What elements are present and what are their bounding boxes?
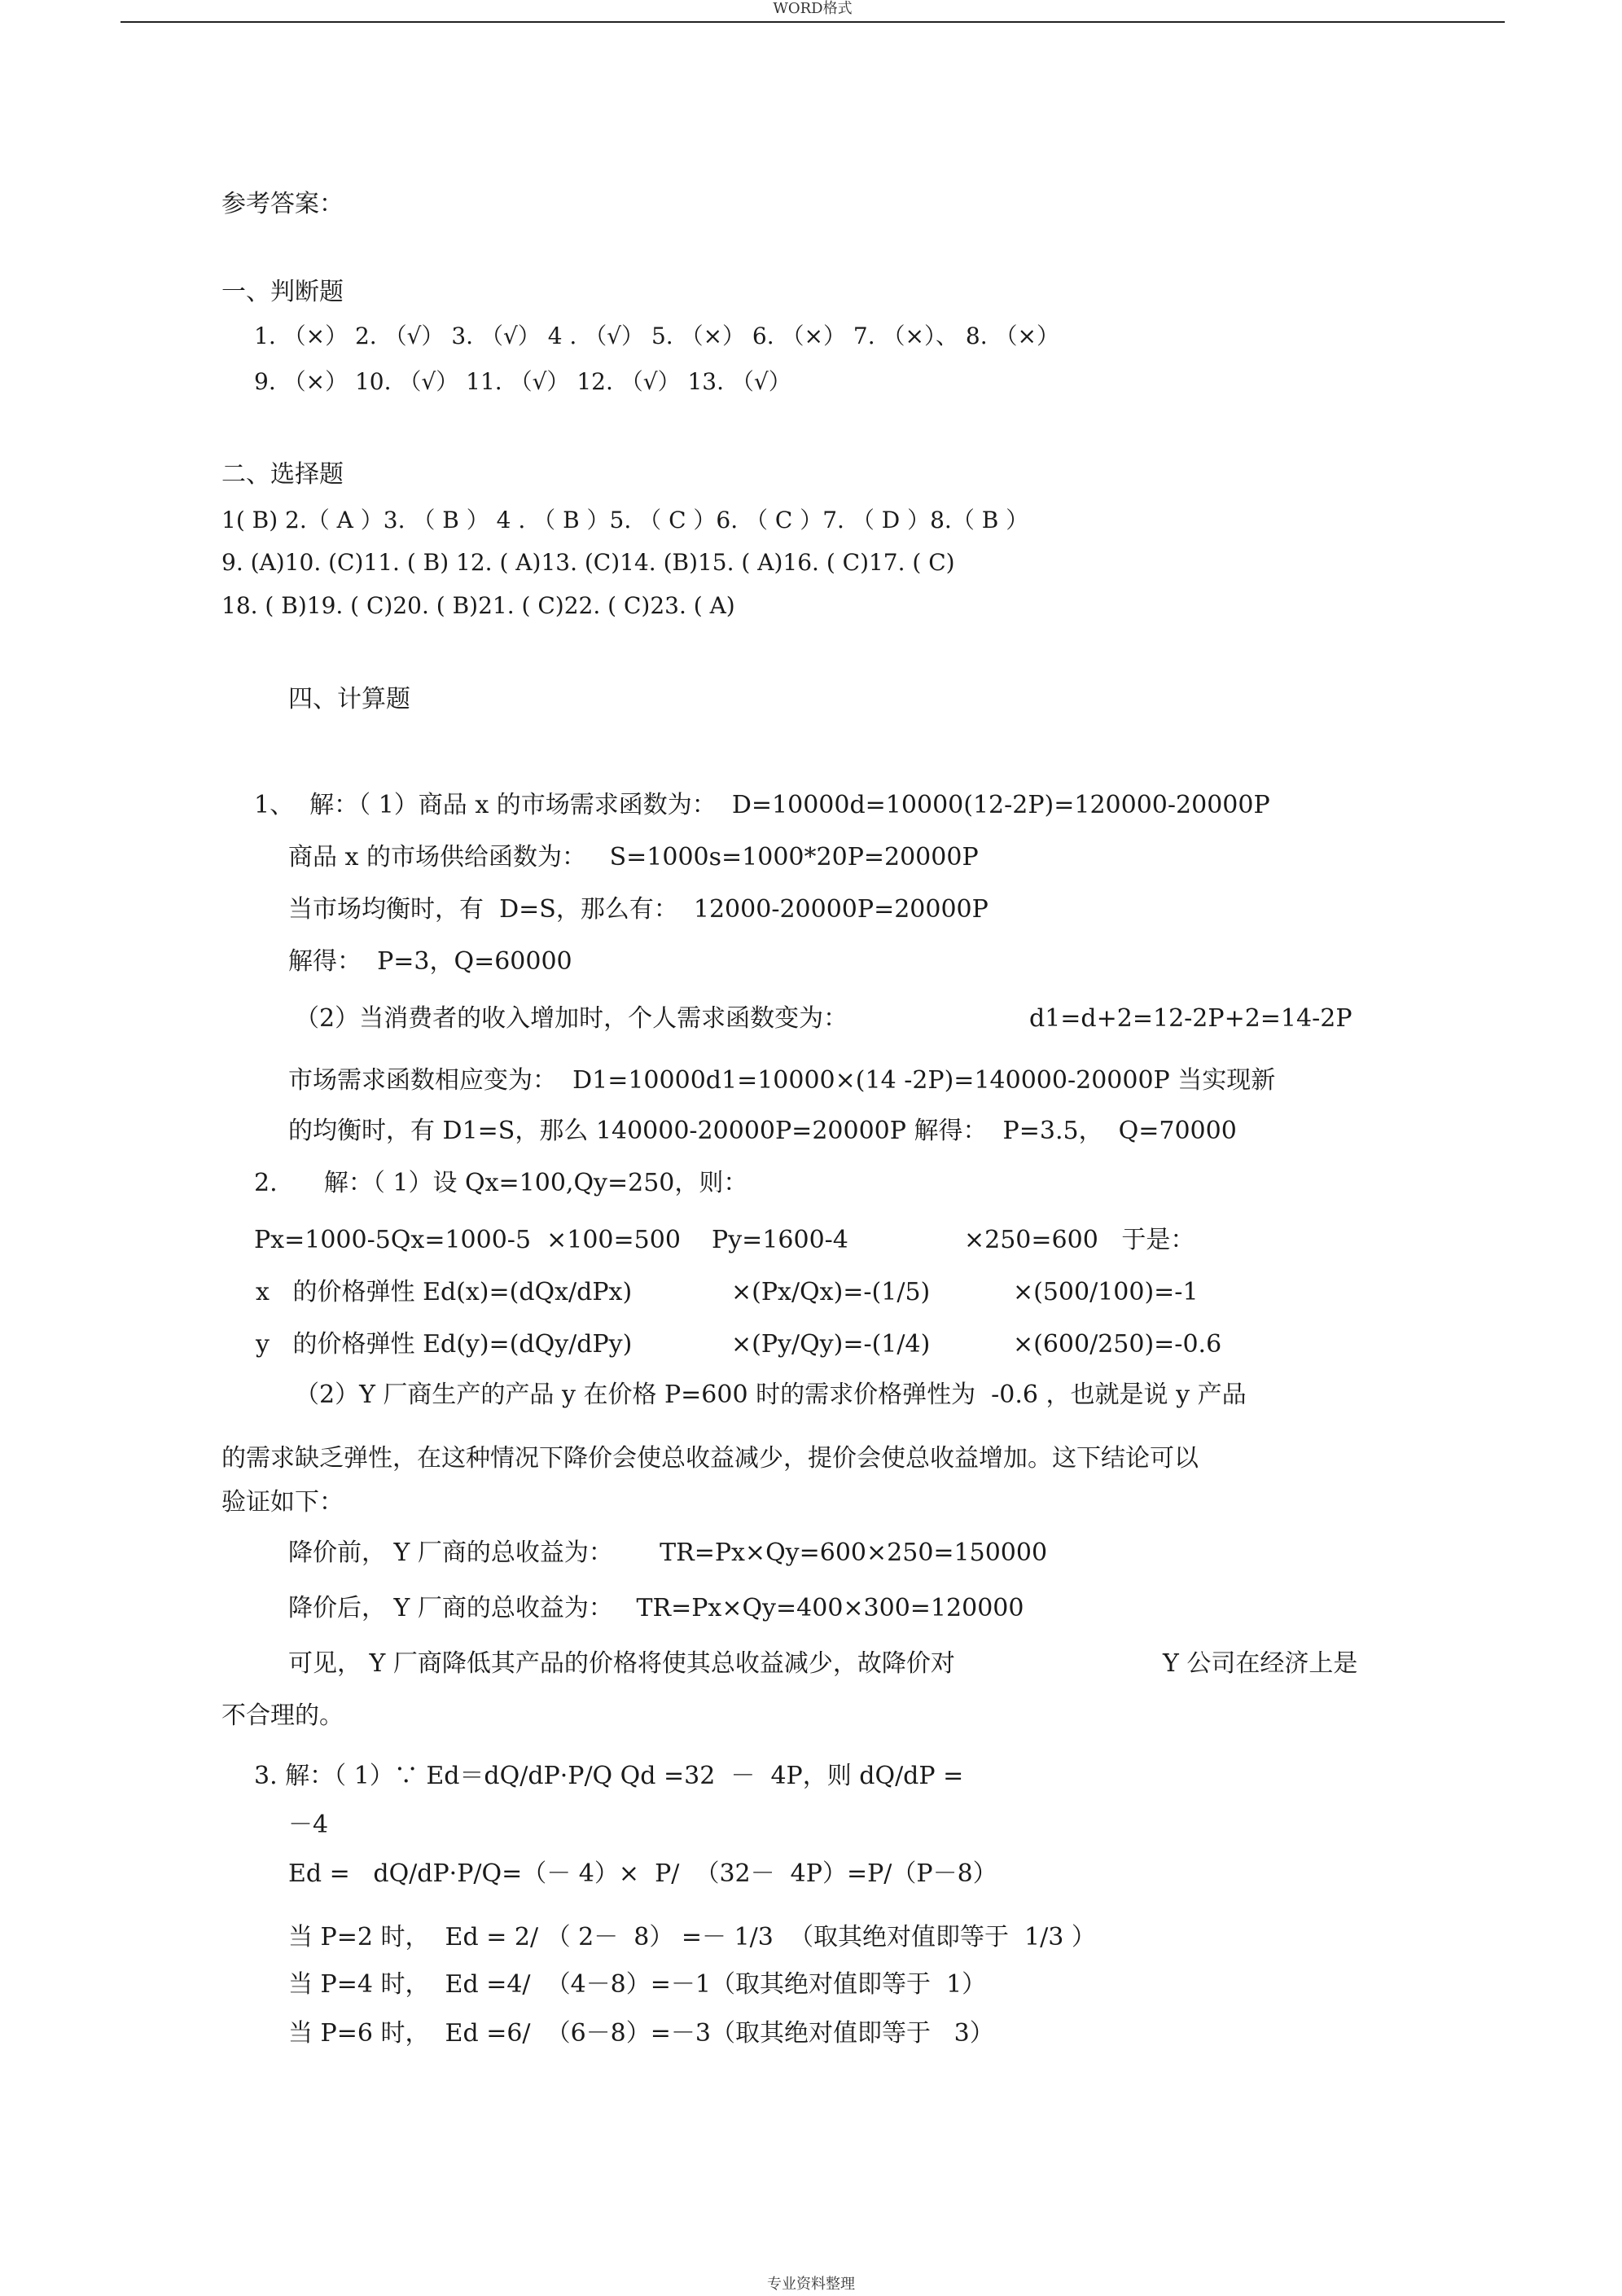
q2-line-h: 降价前， Y 厂商的总收益为： TR=Px×Qy=600×250=150000 [288, 1539, 1048, 1567]
q2-line-e: （2）Y 厂商生产的产品 y 在价格 P=600 时的需求价格弹性为 -0.6 ，也就是说 y 产品 [295, 1381, 1247, 1409]
multiple-choice-answers-line-3: 18. ( B)19. ( C)20. ( B)21. ( C)22. ( C)23. ( A) [221, 592, 735, 619]
q2-line-g: 验证如下： [221, 1488, 344, 1517]
q2-line-d-mid: ×(Py/Qy)=-(1/4) [731, 1330, 931, 1359]
q1-line-a: 1、 解：（ 1）商品 x 的市场需求函数为： D=10000d=10000(12-2P)=120000-20000P [254, 791, 1270, 819]
q2-line-d-right: ×(600/250)=-0.6 [1013, 1330, 1222, 1359]
q2-line-c-right: ×(500/100)=-1 [1013, 1278, 1199, 1306]
q1-line-d: 解得： P=3，Q=60000 [288, 947, 572, 976]
q2-line-b-right: ×250=600 于是： [964, 1226, 1195, 1254]
q1-line-e: （2）当消费者的收入增加时，个人需求函数变为： [295, 1004, 848, 1033]
q3-line-c: Ed = dQ/dP·P/Q=（－ 4）× P/ （32－ 4P）=P/（P－8） [288, 1859, 997, 1888]
q2-line-b-left: Px=1000-5Qx=1000-5 ×100=500 Py=1600-4 [254, 1226, 848, 1254]
true-false-answers-line-1: 1. （×） 2. （√） 3. （√） 4 . （√） 5. （×） 6. （×） 7. （×）、 8. （×） [254, 323, 1059, 349]
q1-line-c: 当市场均衡时，有 D=S，那么有： 12000-20000P=20000P [288, 895, 989, 924]
q1-line-b: 商品 x 的市场供给函数为： S=1000s=1000*20P=20000P [288, 843, 979, 871]
q1-line-e-formula: d1=d+2=12-2P+2=14-2P [1029, 1004, 1352, 1033]
q2-line-c-mid: ×(Px/Qx)=-(1/5) [731, 1278, 931, 1306]
multiple-choice-answers-line-1: 1( B) 2.（ A ）3. （ B ） 4 . （ B ）5. （ C ）6. （ C ）7. （ D ）8.（ B ） [221, 507, 1029, 533]
q2-line-a: 2. 解：（ 1）设 Qx=100,Qy=250，则： [254, 1169, 748, 1197]
q1-line-g: 的均衡时，有 D1=S，那么 140000-20000P=20000P 解得： P=3.5， Q=70000 [288, 1117, 1237, 1145]
q2-line-j-right: Y 公司在经济上是 [1163, 1649, 1358, 1678]
q2-line-j-left: 可见， Y 厂商降低其产品的价格将使其总收益减少，故降价对 [288, 1649, 955, 1678]
true-false-answers-line-2: 9. （×） 10. （√） 11. （√） 12. （√） 13. （√） [254, 368, 791, 395]
section-title-true-false: 一、判断题 [221, 278, 344, 306]
q3-line-a: 3. 解：（ 1）∵ Ed＝dQ/dP·P/Q Qd =32 － 4P，则 dQ/dP = [254, 1762, 964, 1790]
multiple-choice-answers-line-2: 9. (A)10. (C)11. ( B) 12. ( A)13. (C)14. (B)15. ( A)16. ( C)17. ( C) [221, 549, 955, 576]
q3-line-d: 当 P=2 时， Ed = 2/ （ 2－ 8） =－ 1/3 （取其绝对值即等于 1/3 ） [288, 1923, 1096, 1951]
q3-line-b: －4 [288, 1811, 329, 1839]
q2-line-k: 不合理的。 [221, 1701, 344, 1730]
section-title-multiple-choice: 二、选择题 [221, 460, 344, 489]
page-footer: 专业资料整理 [767, 2276, 855, 2293]
q2-line-f: 的需求缺乏弹性，在这种情况下降价会使总收益减少，提价会使总收益增加。这下结论可以 [221, 1444, 1199, 1473]
section-title-calculation: 四、计算题 [288, 685, 410, 713]
q2-line-d-left: y 的价格弹性 Ed(y)=(dQy/dPy) [256, 1330, 633, 1359]
q1-line-f: 市场需求函数相应变为： D1=10000d1=10000×(14 -2P)=140000-20000P 当实现新 [288, 1066, 1276, 1095]
page-header: WORD格式 [121, 0, 1505, 23]
page-title: 参考答案： [221, 190, 344, 218]
q2-line-c-left: x 的价格弹性 Ed(x)=(dQx/dPx) [256, 1278, 633, 1306]
q3-line-e: 当 P=4 时， Ed =4/ （4－8）=－1（取其绝对值即等于 1） [288, 1970, 987, 1999]
q2-line-i: 降价后， Y 厂商的总收益为： TR=Px×Qy=400×300=120000 [288, 1594, 1024, 1622]
q3-line-f: 当 P=6 时， Ed =6/ （6－8）=－3（取其绝对值即等于 3） [288, 2019, 994, 2048]
